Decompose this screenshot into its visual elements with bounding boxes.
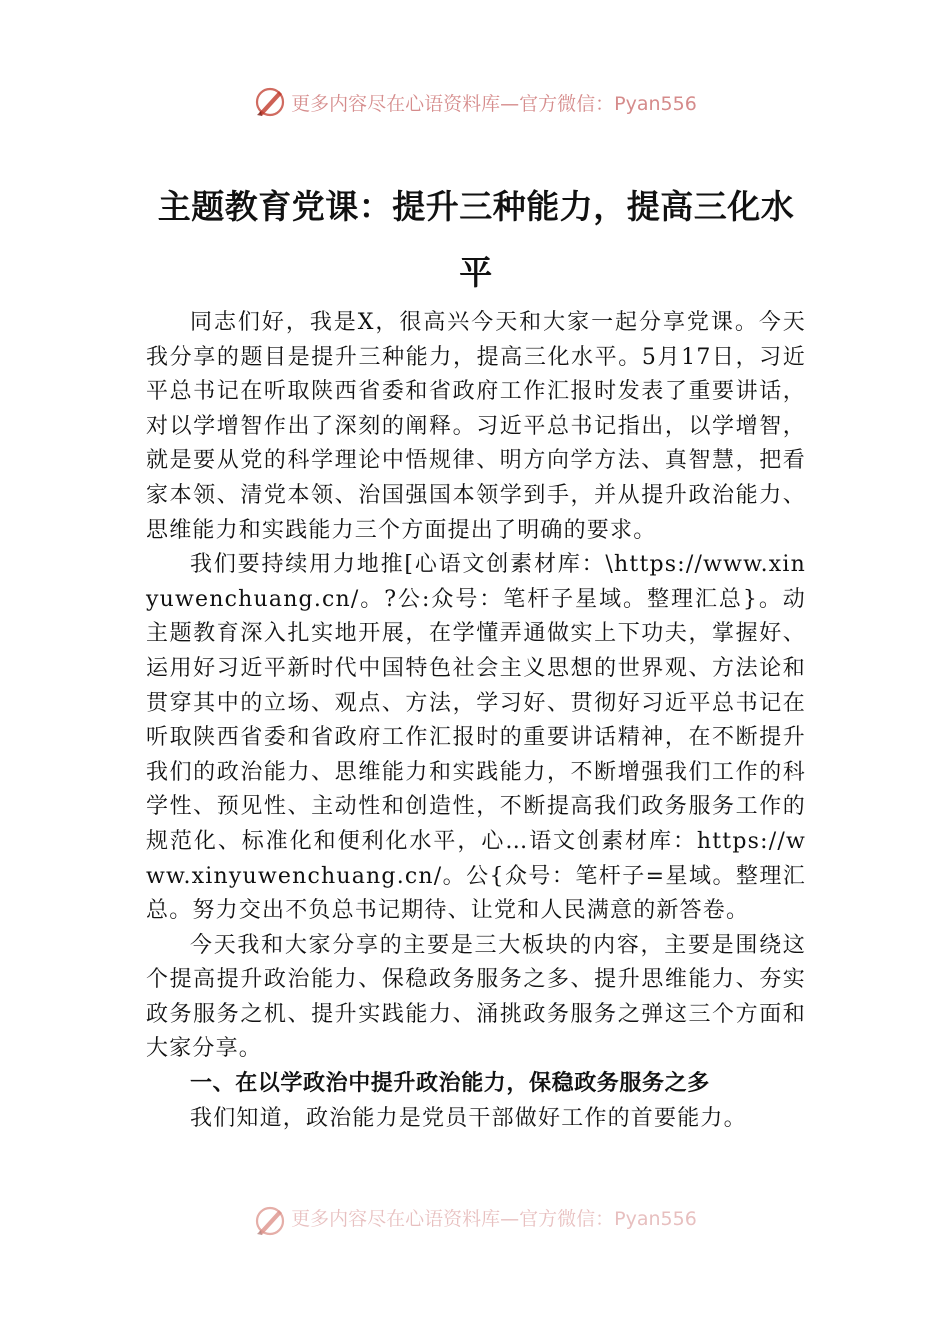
watermark-text: 更多内容尽在心语资料库—官方微信：Pyan556 [291, 92, 697, 115]
paragraph-2: 我们要持续用力地推[心语文创素材库：\https://www.xinyuwenchuang.cn/。?公:众号：笔杆子星域。整理汇总}。动主题教育深入扎实地开展，在学懂弄通做实上下功夫，掌握好、运用好习近平新时代中国特色社会主义思想的世界观、方法论和贯穿其中的立场、观点、方法，学习好、贯彻好习近平总书记在听取陕西省委和省政府工作汇报时的重要讲话精神，在不断提升我们的政治能力、思维能力和实践能力，不断增强我们工作的科学性、预见性、主动性和创造性，不断提高我们政务服务工作的规范化、标准化和便利化水平，心…语文创素材库：https://www.xinyuwenchuang.cn/。公{众号：笔杆子=星域。整理汇总。努力交出不负总书记期待、让党和人民满意的新答卷。 [146, 552, 806, 924]
watermark-text: 更多内容尽在心语资料库—官方微信：Pyan556 [291, 1208, 697, 1230]
watermark-header [0, 82, 950, 122]
pen-logo-icon [253, 85, 287, 119]
document-title: 主题教育党课：提升三种能力，提高三化水平 [157, 187, 795, 292]
pen-logo-icon [253, 1204, 287, 1238]
paragraph-1: 同志们好，我是X，很高兴今天和大家一起分享党课。今天我分享的题目是提升三种能力，提高三化水平。5月17日，习近平总书记在听取陕西省委和省政府工作汇报时发表了重要讲话，对以学增智作出了深刻的阐释。习近平总书记指出，以学增智，就是要从党的科学理论中悟规律、明方向学方法、真智慧，把看家本领、清党本领、治国强国本领学到手，并从提升政治能力、思维能力和实践能力三个方面提出了明确的要求。 [146, 310, 806, 543]
watermark-footer [0, 1204, 950, 1240]
paragraph-4: 我们知道，政治能力是党员干部做好工作的首要能力。 [190, 1105, 747, 1131]
section-heading-1: 一、在以学政治中提升政治能力，保稳政务服务之多 [190, 1071, 710, 1097]
document-body [146, 174, 806, 1136]
paragraph-3: 今天我和大家分享的主要是三大板块的内容，主要是围绕这个提高提升政治能力、保稳政务服务之多、提升思维能力、夯实政务服务之机、提升实践能力、涌挑政务服务之弹这三个方面和大家分享。 [146, 932, 806, 1062]
